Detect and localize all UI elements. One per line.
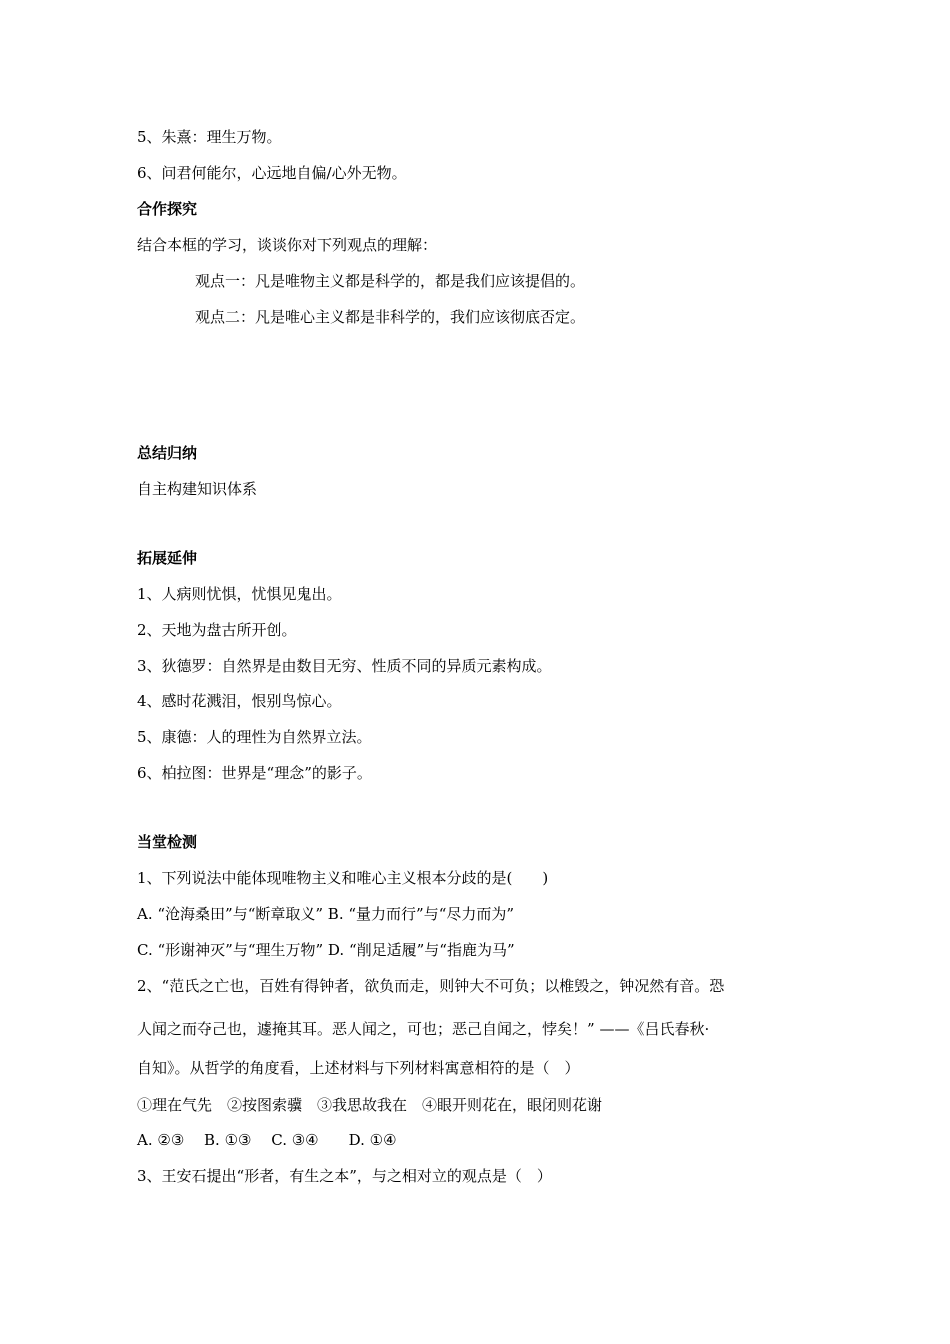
question-2-statements: ①理在气先 ②按图索骥 ③我思故我在 ④眼开则花在，眼闭则花谢	[137, 1096, 603, 1114]
extension-item: 4、感时花溅泪，恨别鸟惊心。	[137, 692, 342, 710]
heading-cooperation: 合作探究	[137, 200, 198, 218]
cooperation-intro: 结合本框的学习，谈谈你对下列观点的理解：	[137, 236, 438, 254]
question-2-line-2: 人闻之而夺己也，遽掩其耳。恶人闻之，可也；恶己自闻之，悖矣！” ——《吕氏春秋·	[137, 1020, 710, 1038]
question-1-options-cd: C. “形谢神灭”与“理生万物” D. “削足适履”与“指鹿为马”	[137, 941, 515, 959]
question-2-answers: A. ②③ B. ①③ C. ③④ D. ①④	[137, 1131, 397, 1149]
extension-item: 6、柏拉图：世界是“理念”的影子。	[137, 764, 372, 782]
question-1: 1、下列说法中能体现唯物主义和唯心主义根本分歧的是( )	[137, 869, 549, 887]
view-two: 观点二：凡是唯心主义都是非科学的，我们应该彻底否定。	[195, 308, 586, 326]
heading-test: 当堂检测	[137, 833, 198, 851]
question-2-line-1: 2、“范氏之亡也，百姓有得钟者，欲负而走，则钟大不可负；以椎毁之，钟况然有音。恐	[137, 977, 725, 995]
heading-extension: 拓展延伸	[137, 549, 198, 567]
extension-item: 1、人病则忧惧，忧惧见鬼出。	[137, 585, 342, 603]
extension-item: 3、狄德罗：自然界是由数目无穷、性质不同的异质元素构成。	[137, 657, 552, 675]
question-2-line-3: 自知》。从哲学的角度看，上述材料与下列材料寓意相符的是（ ）	[137, 1059, 580, 1077]
summary-text: 自主构建知识体系	[137, 480, 258, 498]
item-xinyuan: 6、问君何能尔，心远地自偏/心外无物。	[137, 164, 407, 182]
question-3: 3、王安石提出“形者，有生之本”，与之相对立的观点是（ ）	[137, 1167, 552, 1185]
extension-item: 2、天地为盘古所开创。	[137, 621, 297, 639]
view-one: 观点一：凡是唯物主义都是科学的，都是我们应该提倡的。	[195, 272, 586, 290]
question-1-options-ab: A. “沧海桑田”与“断章取义” B. “量力而行”与“尽力而为”	[137, 905, 515, 923]
heading-summary: 总结归纳	[137, 444, 198, 462]
item-zhuxi: 5、朱熹：理生万物。	[137, 128, 282, 146]
extension-item: 5、康德：人的理性为自然界立法。	[137, 728, 372, 746]
